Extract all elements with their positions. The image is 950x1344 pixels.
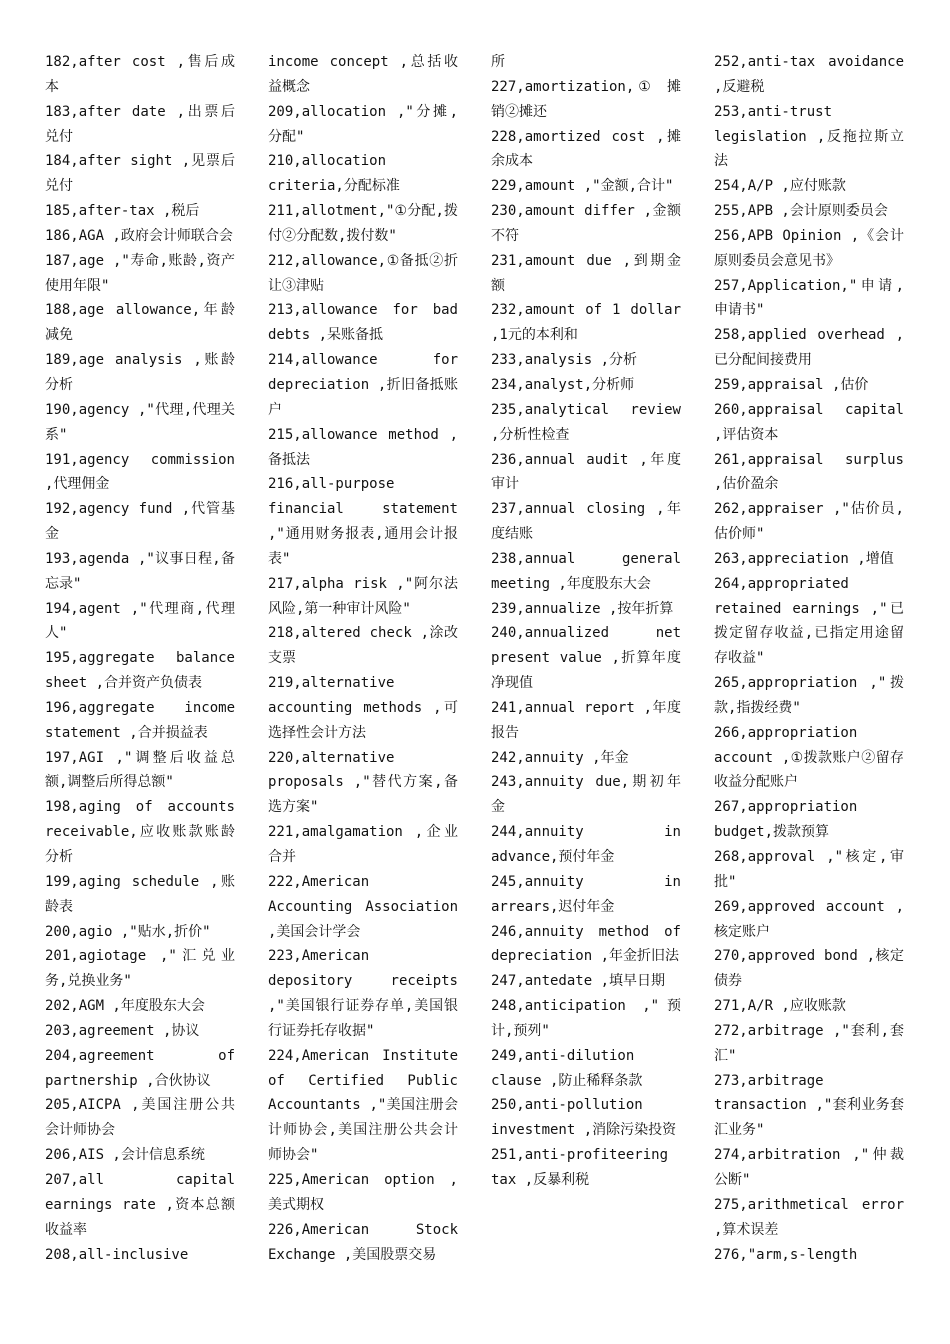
glossary-entry: 237,annual closing ,年度结账 <box>491 501 681 543</box>
glossary-entry: 191,agency commission ,代理佣金 <box>45 451 235 493</box>
glossary-entry: 198,aging of accounts receivable,应收账款账龄分析 <box>45 799 235 865</box>
glossary-entry: 248,anticipation ,"预计,预列" <box>491 998 681 1039</box>
glossary-entry: 253,anti-trust legislation ,反拖拉斯立法 <box>714 103 904 170</box>
glossary-entry: 220,alternative proposals ,"替代方案,备选方案" <box>268 749 458 816</box>
glossary-entry: 261,appraisal surplus ,估价盈余 <box>714 451 904 493</box>
glossary-entry: 224,American Institute of Certified Public Accountants ,"美国注册会计师协会,美国注册公共会计师协会" <box>268 1047 458 1164</box>
glossary-entry: 209,allocation ,"分摊,分配" <box>268 103 458 145</box>
glossary-entry: 255,APB ,会计原则委员会 <box>714 203 888 220</box>
glossary-entry: 238,annual general meeting ,年度股东大会 <box>491 550 681 592</box>
glossary-entry: 185,after-tax ,税后 <box>45 203 200 220</box>
column-3 <box>491 50 681 1300</box>
glossary-entry: 263,appreciation ,增值 <box>714 550 894 567</box>
glossary-entry: 193,agenda ,"议事日程,备忘录" <box>45 550 235 592</box>
glossary-entry: 232,amount of 1 dollar ,1元的本利和 <box>491 302 681 344</box>
glossary-entry: 274,arbitration ,"仲裁公断" <box>714 1147 904 1188</box>
glossary-entry: 190,agency ,"代理,代理关系" <box>45 401 235 443</box>
glossary-entry: 197,AGI ,"调整后收益总额,调整后所得总额" <box>45 749 235 791</box>
glossary-entry: 188,age allowance,年龄减免 <box>45 302 235 344</box>
glossary-entry: income concept ,总括收益概念 <box>268 54 458 95</box>
glossary-entry: 195,aggregate balance sheet ,合并资产负债表 <box>45 650 235 692</box>
glossary-entry: 187,age ,"寿命,账龄,资产使用年限" <box>45 252 235 294</box>
glossary-entry: 254,A/P ,应付账款 <box>714 178 846 195</box>
glossary-entry: 244,annuity in advance,预付年金 <box>491 824 681 865</box>
glossary-entry: 231,amount due ,到期金额 <box>491 252 681 294</box>
glossary-entry: 214,allowance for depreciation ,折旧备抵账户 <box>268 352 458 418</box>
glossary-entry: 273,arbitrage transaction ,"套利业务套汇业务" <box>714 1072 904 1139</box>
column-1 <box>45 50 235 1300</box>
glossary-entry: 271,A/R ,应收账款 <box>714 998 846 1015</box>
glossary-entry: 204,agreement of partnership ,合伙协议 <box>45 1047 235 1089</box>
glossary-entry: 249,anti-dilution clause ,防止稀释条款 <box>491 1047 643 1089</box>
glossary-entry: 205,AICPA ,美国注册公共会计师协会 <box>45 1097 235 1139</box>
glossary-entry: 240,annualized net present value ,折算年度净现值 <box>491 625 681 692</box>
glossary-entry: 250,anti-pollution investment ,消除污染投资 <box>491 1097 677 1139</box>
glossary-entry: 234,analyst,分析师 <box>491 376 635 393</box>
glossary-entry: 247,antedate ,填早日期 <box>491 973 666 990</box>
glossary-entry: 265,appropriation ,"拨款,指拨经费" <box>714 675 904 716</box>
glossary-entry: 217,alpha risk ,"阿尔法风险,第一种审计风险" <box>268 575 458 617</box>
glossary-entry: 275,arithmetical error ,算术误差 <box>714 1196 904 1238</box>
glossary-entry: 222,American Accounting Association ,美国会计学会 <box>268 873 458 940</box>
glossary-entry: 262,appraiser ,"估价员,估价师" <box>714 501 904 543</box>
glossary-entry: 218,altered check ,涂改支票 <box>268 625 458 667</box>
glossary-entry: 182,after cost ,售后成本 <box>45 54 235 95</box>
glossary-entry: 196,aggregate income statement ,合并损益表 <box>45 699 235 741</box>
glossary-entry: 186,AGA ,政府会计师联合会 <box>45 227 233 244</box>
glossary-entry: 225,American option ,美式期权 <box>268 1171 458 1213</box>
glossary-entry: 264,appropriated retained earnings ,"已拨定留存收益,已指定用途留存收益" <box>714 575 904 667</box>
glossary-entry: 269,approved account ,核定账户 <box>714 898 904 940</box>
glossary-entry: 200,agio ,"贴水,折价" <box>45 923 211 940</box>
glossary-entry: 268,approval ,"核定,审批" <box>714 849 904 890</box>
glossary-entry: 266,appropriation account ,①拨款账户②留存收益分配账户 <box>714 724 904 791</box>
glossary-entry: 258,applied overhead ,已分配间接费用 <box>714 327 904 369</box>
glossary-entry: 239,annualize ,按年折算 <box>491 600 674 617</box>
glossary-entry: 216,all-purpose financial statement ,"通用财务报表,通用会计报表" <box>268 476 458 567</box>
glossary-entry: 276,"arm,s-length <box>714 1246 858 1263</box>
glossary-entry: 235,analytical review ,分析性检查 <box>491 401 681 443</box>
glossary-entry: 221,amalgamation ,企业合并 <box>268 824 458 865</box>
glossary-entry: 184,after sight ,见票后兑付 <box>45 153 235 195</box>
glossary-entry: 210,allocation criteria,分配标准 <box>268 153 400 195</box>
glossary-entry: 246,annuity method of depreciation ,年金折旧法 <box>491 923 681 965</box>
glossary-entry: 226,American Stock Exchange ,美国股票交易 <box>268 1221 458 1263</box>
glossary-entry: 243,annuity due,期初年金 <box>491 774 681 816</box>
glossary-entry: 272,arbitrage ,"套利,套汇" <box>714 1022 904 1064</box>
glossary-entry: 236,annual audit ,年度审计 <box>491 451 681 493</box>
document-page <box>45 50 907 1300</box>
glossary-entry: 213,allowance for bad debts ,呆账备抵 <box>268 302 458 344</box>
glossary-entry: 199,aging schedule ,账龄表 <box>45 873 235 915</box>
glossary-entry: 所 <box>491 54 505 70</box>
glossary-entry: 227,amortization,① 摊销②摊还 <box>491 78 681 120</box>
glossary-entry: 230,amount differ ,金额不符 <box>491 203 681 244</box>
glossary-entry: 241,annual report ,年度报告 <box>491 699 681 741</box>
glossary-entry: 257,Application,"申请,申请书" <box>714 277 904 319</box>
glossary-entry: 270,approved bond ,核定债券 <box>714 948 904 990</box>
glossary-entry: 208,all-inclusive <box>45 1246 189 1263</box>
glossary-entry: 256,APB Opinion ,《会计原则委员会意见书》 <box>714 227 904 269</box>
glossary-entry: 242,annuity ,年金 <box>491 749 629 766</box>
glossary-entry: 267,appropriation budget,拨款预算 <box>714 799 858 841</box>
glossary-entry: 212,allowance,①备抵②折让③津贴 <box>268 252 458 294</box>
glossary-entry: 252,anti-tax avoidance ,反避税 <box>714 54 904 95</box>
column-4 <box>714 50 904 1300</box>
glossary-entry: 260,appraisal capital ,评估资本 <box>714 401 904 443</box>
glossary-entry: 201,agiotage ,"汇兑业务,兑换业务" <box>45 948 235 990</box>
glossary-entry: 229,amount ,"金额,合计" <box>491 178 674 195</box>
glossary-entry: 245,annuity in arrears,迟付年金 <box>491 873 681 915</box>
glossary-entry: 202,AGM ,年度股东大会 <box>45 998 205 1015</box>
glossary-entry: 194,agent ,"代理商,代理人" <box>45 600 235 642</box>
glossary-entry: 203,agreement ,协议 <box>45 1022 200 1039</box>
glossary-entry: 215,allowance method ,备抵法 <box>268 426 458 468</box>
glossary-entry: 251,anti-profiteering tax ,反暴利税 <box>491 1147 669 1188</box>
column-2 <box>268 50 458 1300</box>
glossary-entry: 259,appraisal ,估价 <box>714 376 869 393</box>
glossary-entry: 206,AIS ,会计信息系统 <box>45 1147 205 1164</box>
glossary-entry: 233,analysis ,分析 <box>491 352 638 369</box>
glossary-entry: 189,age analysis ,账龄分析 <box>45 352 235 393</box>
glossary-entry: 183,after date ,出票后兑付 <box>45 103 235 145</box>
glossary-entry: 207,all capital earnings rate ,资本总额收益率 <box>45 1171 235 1238</box>
glossary-entry: 219,alternative accounting methods ,可选择性会计方法 <box>268 675 458 741</box>
glossary-entry: 228,amortized cost ,摊余成本 <box>491 128 681 170</box>
glossary-entry: 211,allotment,"①分配,拨付②分配数,拨付数" <box>268 203 458 244</box>
glossary-entry: 192,agency fund ,代管基金 <box>45 501 235 543</box>
glossary-entry: 223,American depository receipts ,"美国银行证券存单,美国银行证券托存收据" <box>268 948 458 1039</box>
